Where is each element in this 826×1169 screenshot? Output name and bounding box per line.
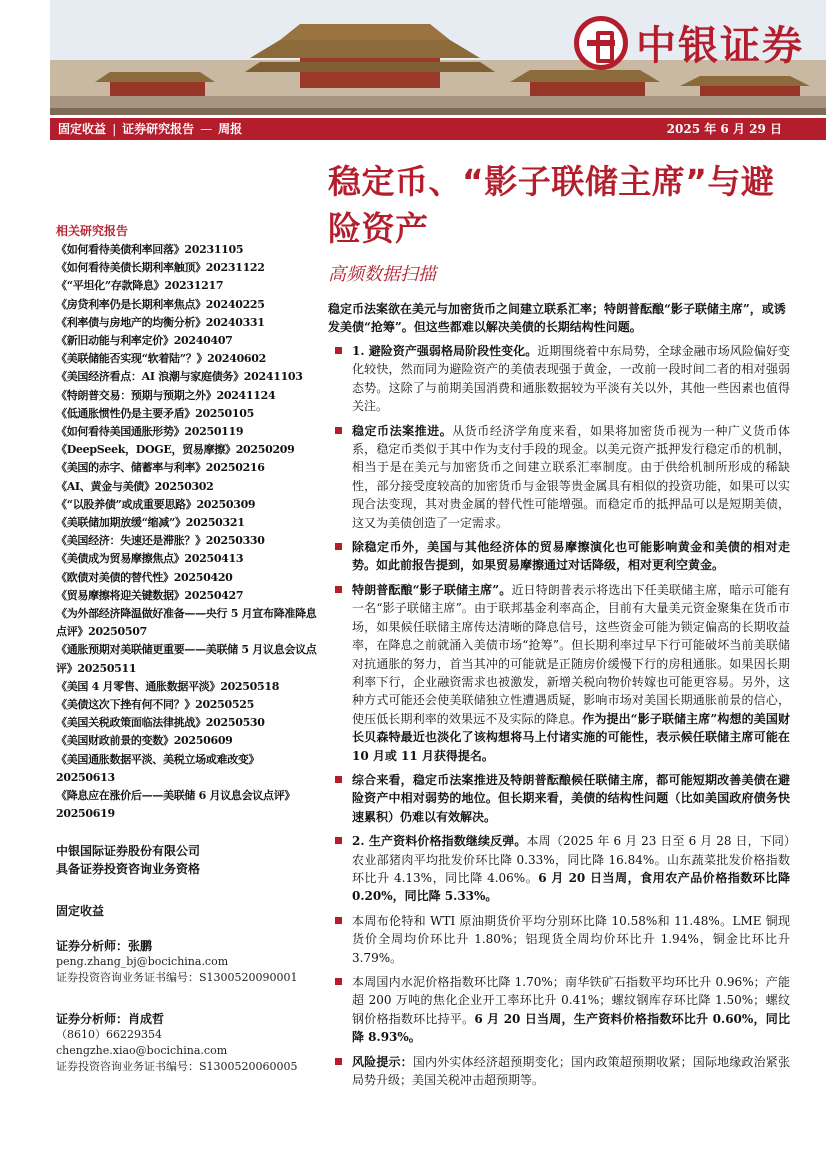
related-report-item[interactable]: 《DeepSeek，DOGE，贸易摩擦》20250209 [56,443,295,457]
bullet-lead: 综合来看，稳定币法案推进及特朗普酝酿候任联储主席，都可能短期改善美债在避险资产中相对弱势的地位。但长期来看，美债的结构性问题（比如美国政府债务快速累积）仍难以有效解决。 [352,772,790,824]
related-report-item[interactable]: 《AI、黄金与美债》20250302 [56,479,214,493]
bullet-item [328,422,790,532]
related-report-item[interactable]: 《贸易摩擦将迎关键数据》20250427 [56,588,244,602]
related-report-item[interactable]: 《低通胀惯性仍是主要矛盾》20250105 [56,406,254,420]
related-report-item[interactable]: 《美国的赤字、储蓄率与利率》20250216 [56,461,265,475]
report-kind: 周报 [218,122,243,136]
related-report-item[interactable]: 《“以股养债”或成重要思路》20250309 [56,497,256,511]
bullet-emphasis: 作为提出“影子联储主席”构想的美国财长贝森特最近也淡化了该构想将马上付诸实施的可能性，表示候任联储主席可能在 10 月或 11 月获得提名。 [352,711,790,763]
bullet-text: 本周布伦特和 WTI 原油期货价平均分别环比降 10.58%和 11.48%。LME 铜现货价全周均价环比升 1.80%；铝现货全周均价环比升 1.94%，铜金比环比升 3.79%。 [352,913,790,965]
analyst-1-cert: 证券投资咨询业务证书编号：S1300520090001 [56,970,298,984]
bullet-item [328,832,790,906]
related-report-item[interactable]: 《美国通胀数据平淡、美税立场或难改变》20250613 [56,752,260,784]
header-banner [50,0,826,115]
bocichina-logo [574,14,804,71]
related-report-item[interactable]: 《美国关税政策面临法律挑战》20250530 [56,716,265,730]
category-bar [50,118,826,140]
dash-separator: — [200,122,217,136]
separator: | [112,122,121,136]
related-report-item[interactable]: 《欧债对美债的替代性》20250420 [56,570,233,584]
bullet-item [328,342,790,416]
bullet-item [328,912,790,967]
boc-logo-icon [574,16,628,70]
bullet-emphasis: 6 月 20 日当周，生产资料价格指数环比升 0.60%，同比降 8.93%。 [352,1011,790,1045]
related-report-item[interactable]: 《特朗普交易：预期与预期之外》20241124 [56,388,276,402]
bullet-square-icon [335,586,342,593]
sidebar [56,222,318,1075]
related-report-item[interactable]: 《美联储加期放缓“缩减”》20250321 [56,516,245,530]
bullet-square-icon [335,837,342,844]
related-report-item[interactable]: 《如何看待美债长期利率触顶》20231122 [56,261,265,275]
bullet-lead: 风险提示： [352,1054,413,1069]
bullet-item [328,538,790,575]
bullet-lead: 除稳定币外，美国与其他经济体的贸易摩擦演化也可能影响黄金和美债的相对走势。如此前报告提到，如果贸易摩擦通过对话降级，相对更利空黄金。 [352,540,790,573]
analyst-1-name: 证券分析师：张鹏 [56,938,153,953]
bullet-square-icon [335,427,342,434]
category-label: 固定收益 [58,122,107,136]
analyst-2-email[interactable]: chengzhe.xiao@bocichina.com [56,1043,228,1057]
related-report-item[interactable]: 《利率债与房地产的均衡分析》20240331 [56,315,265,329]
related-report-item[interactable]: 《美国经济看点：AI 浪潮与家庭债务》20241103 [56,370,303,384]
bullet-text: 本周国内水泥价格指数环比降 1.70%；南华铁矿石指数平均环比升 0.96%；产能超 200 万吨的焦化企业开工率环比升 0.41%；螺纹钢库存环比降 1.50%；螺纹钢价格指数环比持平。 [352,975,790,1026]
bullet-emphasis: 6 月 20 日当周，食用农产品价格指数环比降 0.20%，同比降 5.33%。 [352,870,790,904]
report-type: 证券研究报告 [122,122,195,136]
bullet-list [328,342,790,1089]
related-reports-title: 相关研究报告 [56,224,129,238]
analyst-2-phone: （8610）66229354 [56,1027,162,1041]
bullet-lead: 1. 避险资产强弱格局阶段性变化。 [352,344,538,358]
related-report-item[interactable]: 《美债这次下挫有何不同？》20250525 [56,698,254,712]
bullet-lead: 2. 生产资料价格指数继续反弹。 [352,834,527,849]
sidebar-section-label: 固定收益 [56,903,105,918]
related-report-item[interactable]: 《美国经济：失速还是滞胀？》20250330 [56,534,265,548]
company-name: 中银国际证券股份有限公司 [56,843,201,858]
report-subtitle: 高频数据扫描 [328,264,436,285]
related-report-item[interactable]: 《美国 4 月零售、通胀数据平淡》20250518 [56,679,280,693]
bullet-square-icon [335,978,342,985]
bullet-square-icon [335,543,342,550]
related-report-item[interactable]: 《降息应在涨价后——美联储 6 月议息会议点评》20250619 [56,789,296,821]
bullet-text: 近期围绕着中东局势，全球金融市场风险偏好变化较快，然而同为避险资产的美债表现强于黄金，一改前一段时间二者的相对强弱态势。这除了与前期美国消费和通胀数据较为平淡有关以外，其他一些因素也值得关注。 [352,344,790,414]
related-report-item[interactable]: 《美国财政前景的变数》20250609 [56,734,233,748]
bullet-text: 本周（2025 年 6 月 23 日至 6 月 28 日，下同）农业部猪肉平均批发价环比降 0.33%，同比降 16.84%。山东蔬菜批发价格指数环比升 4.13%，同比降 4.06%。 [352,834,790,885]
related-report-item[interactable]: 《美债成为贸易摩擦焦点》20250413 [56,552,244,566]
company-info [56,842,318,878]
analyst-2-name: 证券分析师：肖成哲 [56,1011,165,1026]
bullet-text: 国内外实体经济超预期变化；国内政策超预期收紧；国际地缘政治紧张局势升级；美国关税冲击超预期等。 [352,1054,790,1088]
bullet-text: 近日特朗普表示将选出下任美联储主席，暗示可能有一名“影子联储主席”。由于联邦基金利率高企，目前有大量美元资金聚集在货币市场，如果候任联储主席传达清晰的降息信号，这些资金可能为锁定偏高的长期收益率，在降息之前就涌入美债市场“抢筹”。但长期利率过早下行可能破坏当前美联储对抗通胀的努力，首当其冲的可能就是正随房价缓慢下行的房租通胀。如果因长期利率下行，企业融资需求也被激发，新增关税向物价转嫁也可能更容易。另外，这种方式可能还会使美联储独立性遭遇质疑，影响市场对美国长期通胀前景的信心，使压低长期利率的效果远不及实际的降息。 [352,582,790,726]
analyst-2-cert: 证券投资咨询业务证书编号：S1300520060005 [56,1059,298,1073]
bullet-lead: 特朗普酝酿“影子联储主席”。 [352,582,512,597]
bullet-square-icon [335,347,342,354]
main-content [328,158,790,1089]
report-summary: 稳定币法案欲在美元与加密货币之间建立联系汇率；特朗普酝酿“影子联储主席”，或诱发美债“抢筹”。但这些都难以解决美债的长期结构性问题。 [328,302,786,334]
related-report-item[interactable]: 《“平坦化”存款降息》20231217 [56,279,224,293]
analyst-1-email[interactable]: peng.zhang_bj@bocichina.com [56,954,229,968]
bullet-item [328,581,790,765]
report-title: 稳定币、“影子联储主席”与避险资产 [328,162,775,248]
related-report-item[interactable]: 《如何看待美国通胀形势》20250119 [56,425,244,439]
company-qualification: 具备证券投资咨询业务资格 [56,861,201,876]
bullet-item [328,1053,790,1090]
related-report-item[interactable]: 《美联储能否实现“软着陆”？》20240602 [56,352,266,366]
bullet-square-icon [335,917,342,924]
bullet-lead: 稳定币法案推进。 [352,423,453,438]
related-report-item[interactable]: 《如何看待美债利率回落》20231105 [56,243,244,256]
bullet-square-icon [335,1058,342,1065]
bullet-square-icon [335,776,342,783]
related-report-item[interactable]: 《新旧动能与利率定价》20240407 [56,334,233,348]
report-date: 2025 年 6 月 29 日 [666,122,782,136]
related-reports-list [56,241,318,824]
bullet-item [328,973,790,1047]
related-report-item[interactable]: 《房贷利率仍是长期利率焦点》20240225 [56,297,265,311]
logo-text: 中银证券 [636,23,804,69]
bullet-item [328,771,790,826]
related-report-item[interactable]: 《通胀预期对美联储更重要——美联储 5 月议息会议点评》20250511 [56,643,317,675]
bullet-text: 从货币经济学角度来看，如果将加密货币视为一种广义货币体系，稳定币类似于其中作为支付手段的现金。以美元资产抵押发行稳定币的机制，相当于是在美元与加密货币之间建立联系汇率制度。由于供给机制所形成的稀缺性，部分接受度较高的加密货币与金银等贵金属具有相似的投资功能，如果可以实现合法变现，其对贵金属的替代性可能增强。而稳定币的抵押品可以是短期美债，这又为美债创造了一定需求。 [352,423,790,530]
related-report-item[interactable]: 《为外部经济降温做好准备——央行 5 月宣布降准降息点评》20250507 [56,607,317,639]
